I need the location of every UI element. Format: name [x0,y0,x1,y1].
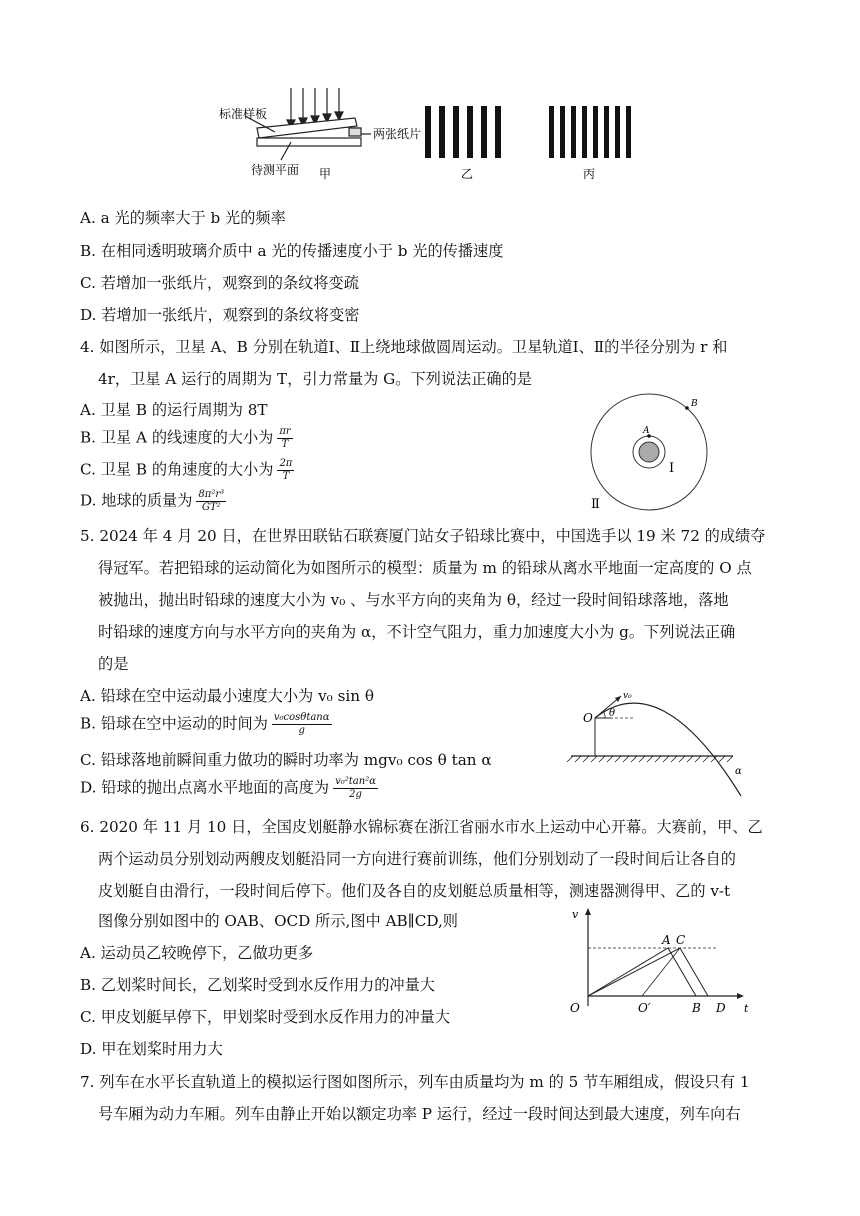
label-o: O [583,711,593,725]
label-alpha: α [735,766,742,777]
q6-option-b: B. 乙划桨时间长，乙划桨时受到水反作用力的冲量大 [80,976,435,994]
q6-stem-line4: 图像分别如图中的 OAB、OCD 所示,图中 AB∥CD,则 [98,912,458,930]
fraction-numerator: v₀²tan²α [335,776,376,787]
trajectory-curve [595,703,741,796]
q5-stem-line4: 时铅球的速度方向与水平方向的夹角为 α，不计空气阻力，重力加速度大小为 g。下列说法正确 [98,623,736,641]
q5-stem-line2: 得冠军。若把铅球的运动简化为如图所示的模型：质量为 m 的铅球从离水平地面一定高度的 O 点 [98,559,752,577]
q5-stem-line1: 5. 2024 年 4 月 20 日，在世界田联钻石联赛厦门站女子铅球比赛中，中国选手以 19 米 72 的成绩夺 [80,527,766,545]
fraction-denominator: 2g [349,789,362,800]
caption-bing: 丙 [583,167,596,181]
fraction-denominator: T [282,471,290,482]
q5-option-d [80,776,378,801]
q5-stem-line3: 被抛出，抛出时铅球的速度大小为 v₀ 、与水平方向的夹角为 θ，经过一段时间铅球落地，落地 [98,591,729,609]
q5-stem-line5: 的是 [98,655,129,673]
fraction-denominator: GT² [201,502,221,513]
q4-option-d-fraction [196,489,226,514]
q4-option-b-fraction [277,426,292,451]
satellite-orbit-figure [585,390,725,520]
label-theta: θ [609,708,616,719]
q4-option-c-text: C. 卫星 B 的角速度的大小为 [80,460,274,479]
line-oab [588,948,696,996]
label-a: A [643,426,650,436]
label-a: A [662,933,671,947]
fraction-denominator: T [281,439,289,450]
q6-stem-line3: 皮划艇自由滑行，一段时间后停下。他们及各自的皮划艇总质量相等，测速器测得甲、乙的 v-t [98,882,731,900]
label-test-surface: 待测平面 [251,163,300,177]
label-v: v [572,908,579,921]
fraction-numerator: πr [279,426,291,437]
q4-option-d-text: D. 地球的质量为 [80,491,193,510]
q5-option-d-text: D. 铅球的抛出点离水平地面的高度为 [80,778,330,797]
t-axis-arrowhead [737,993,744,999]
q4-option-d [80,489,226,514]
label-b: B [692,1001,701,1015]
q5-option-b-fraction [272,712,332,737]
fraction-numerator: 8π²r³ [198,489,225,500]
label-o-prime: O′ [638,1001,651,1015]
q6-option-d: D. 甲在划桨时用力大 [80,1040,223,1058]
q5-option-a: A. 铅球在空中运动最小速度大小为 v₀ sin θ [80,687,374,705]
q3-option-d: D. 若增加一张纸片，观察到的条纹将变密 [80,306,360,324]
ground-hatching [567,756,733,762]
label-v0: v₀ [623,691,632,701]
label-c: C [676,933,686,947]
q6-option-c: C. 甲皮划艇早停下，甲划桨时受到水反作用力的冲量大 [80,1008,451,1026]
q3-option-b: B. 在相同透明玻璃介质中 a 光的传播速度小于 b 光的传播速度 [80,242,504,260]
plates-diagram [245,116,371,160]
q5-option-b [80,712,332,737]
caption-jia: 甲 [319,167,332,181]
interference-figure [215,82,645,182]
label-orbit-i: Ⅰ [669,461,675,476]
line-o-prime-c [642,948,680,996]
shot-put-figure [565,684,755,800]
label-b: B [691,399,698,409]
q7-stem-line1: 7. 列车在水平长直轨道上的模拟运行图如图所示，列车由质量均为 m 的 5 节车厢组成，假设只有 1 [80,1073,750,1091]
label-two-papers: 两张纸片 [373,127,422,141]
label-o: O [570,1001,580,1015]
q5-option-c: C. 铅球落地前瞬间重力做功的瞬时功率为 mgv₀ cos θ tan α [80,751,492,769]
caption-yi: 乙 [461,167,474,181]
q4-stem-line2: 4r，卫星 A 运行的周期为 T，引力常量为 G。下列说法正确的是 [98,370,532,388]
fringes-bing [549,106,631,158]
earth [639,442,659,462]
label-standard-plate: 标准样板 [219,107,268,121]
q7-stem-line2: 号车厢为动力车厢。列车由静止开始以额定功率 P 运行，经过一段时间达到最大速度，列车向右 [98,1105,741,1123]
q6-stem-line1: 6. 2020 年 11 月 10 日，全国皮划艇静水锦标赛在浙江省丽水市水上运动中心开幕。大赛前，甲、乙 [80,818,763,836]
q4-option-b-text: B. 卫星 A 的线速度的大小为 [80,428,274,447]
q4-option-a: A. 卫星 B 的运行周期为 8T [80,401,268,419]
v0-arrowhead [615,696,621,702]
fraction-numerator: v₀cosθtanα [273,712,330,723]
label-t: t [744,1002,749,1015]
label-orbit-ii: Ⅱ [591,497,600,512]
satellite-b [685,406,689,410]
fraction-denominator: g [298,725,305,736]
q5-option-b-text: B. 铅球在空中运动的时间为 [80,714,268,733]
q4-option-c-fraction [277,458,294,483]
q4-stem-line1: 4. 如图所示，卫星 A、B 分别在轨道Ⅰ、Ⅱ上绕地球做圆周运动。卫星轨道Ⅰ、Ⅱ的半径分别为 r 和 [80,338,728,356]
label-d: D [716,1001,726,1015]
vt-graph-figure [568,906,758,1018]
q4-option-c [80,458,294,483]
v-axis-arrowhead [585,908,591,915]
q4-option-b [80,426,293,451]
fringes-yi [425,106,501,158]
q6-stem-line2: 两个运动员分别划动两艘皮划艇沿同一方向进行赛前训练，他们分别划动了一段时间后让各自的 [98,850,736,868]
q6-option-a: A. 运动员乙较晚停下，乙做功更多 [80,944,314,962]
q3-option-a: A. a 光的频率大于 b 光的频率 [80,209,286,227]
q3-option-c: C. 若增加一张纸片，观察到的条纹将变疏 [80,274,359,292]
fraction-numerator: 2π [279,458,293,469]
q5-option-d-fraction [333,776,378,801]
